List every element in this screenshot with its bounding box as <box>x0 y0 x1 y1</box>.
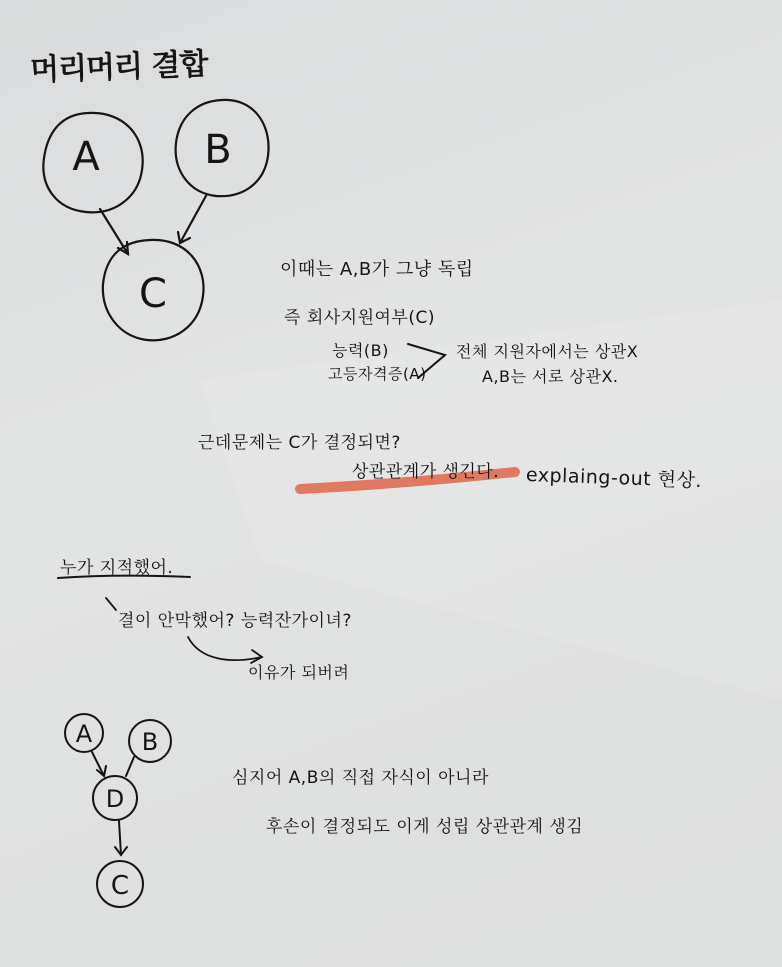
diagram2-label-d: D <box>105 785 125 813</box>
d2-arrow-a-to-d <box>92 752 104 776</box>
note-descendant-2: 후손이 결정되도 이게 성립 상관관계 생김 <box>266 817 584 837</box>
diagram2-label-a: A <box>75 720 93 748</box>
diagram1-label-b: B <box>204 127 232 173</box>
note-correlation-appears: 상관관계가 생긴다. <box>352 462 500 482</box>
page-title: 머리머리 결합 <box>29 46 209 89</box>
d2-arrow-d-to-c <box>119 821 121 855</box>
diagram1-label-c: C <box>139 271 167 317</box>
note-independence: 이때는 A,B가 그냥 독립 <box>280 259 474 280</box>
diagram2-label-c: C <box>110 871 130 901</box>
note-descendant-1: 심지어 A,B의 직접 자식이 아니라 <box>232 768 489 788</box>
note-ability: 능력(B) <box>332 341 389 360</box>
note-ab-independent: A,B는 서로 상관X. <box>482 367 619 386</box>
note-example: 즉 회사지원여부(C) <box>284 308 435 328</box>
diagram1-label-a: A <box>72 134 100 180</box>
curved-arrow <box>188 637 262 660</box>
arrow-a-to-c <box>100 209 128 254</box>
d2-arrow-b-to-d <box>126 757 134 776</box>
diagram2-label-b: B <box>141 728 159 756</box>
arrow-b-to-c <box>180 194 207 243</box>
note-becomes-reason: 이유가 되버려 <box>248 663 350 682</box>
note-someone-pointed: 누가 지적했어. <box>60 558 174 578</box>
note-question: 결이 안막했어? 능력잔가이녀? <box>118 611 352 631</box>
note-certificate: 고등자격증(A) <box>328 365 427 383</box>
note-no-correlation: 전체 지원자에서는 상관X <box>456 342 639 361</box>
note-explaining-out: explaing-out 현상. <box>525 463 703 493</box>
tick-mark <box>106 598 116 610</box>
note-problem: 근데문제는 C가 결정되면? <box>198 433 401 453</box>
